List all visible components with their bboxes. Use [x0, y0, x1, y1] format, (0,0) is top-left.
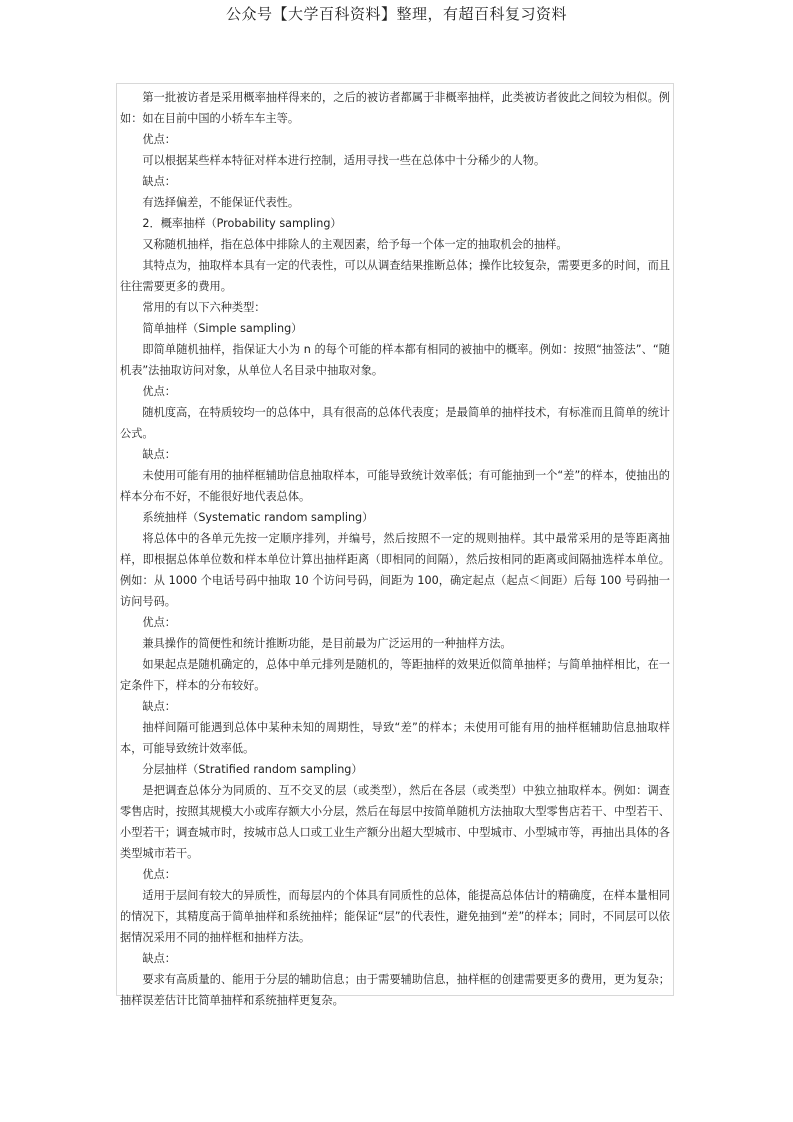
paragraph: 常用的有以下六种类型：	[142, 301, 266, 314]
paragraph: 可以根据某些样本特征对样本进行控制，适用寻找一些在总体中十分稀少的人物。	[142, 154, 546, 167]
section-heading: 简单抽样（Simple sampling）	[142, 322, 303, 335]
paragraph: 抽样间隔可能遇到总体中某种未知的周期性，导致“差”的样本；未使用可能有用的抽样框辅助信息抽取样本，可能导致统计效率低。	[120, 721, 670, 755]
paragraph: 有选择偏差，不能保证代表性。	[142, 196, 300, 209]
paragraph: 是把调查总体分为同质的、互不交叉的层（或类型），然后在各层（或类型）中独立抽取样本。例如：调查零售店时，按照其规模大小或库存额大小分层，然后在每层中按简单随机方法抽取大型零售店若干、中型若干、小型若干；调查城市时，按城市总人口或工业生产额分出超大型城市、中型城市、小型城市等，再抽出具体的各类型城市若干。	[120, 784, 670, 860]
paragraph: 如果起点是随机确定的，总体中单元排列是随机的，等距抽样的效果近似简单抽样；与简单抽样相比，在一定条件下，样本的分布较好。	[120, 658, 670, 692]
section-label-pros: 优点：	[142, 385, 176, 398]
paragraph: 其特点为，抽取样本具有一定的代表性，可以从调查结果推断总体；操作比较复杂，需要更多的时间，而且往往需要更多的费用。	[120, 259, 670, 293]
section-label-cons: 缺点：	[142, 952, 176, 965]
paragraph: 即简单随机抽样，指保证大小为 n 的每个可能的样本都有相同的被抽中的概率。例如：按照“抽签法”、“随机表”法抽取访问对象，从单位人名目录中抽取对象。	[120, 343, 670, 377]
page-header: 公众号【大学百科资料】整理，有超百科复习资料	[225, 5, 567, 23]
paragraph: 兼具操作的简便性和统计推断功能，是目前最为广泛运用的一种抽样方法。	[142, 637, 512, 650]
paragraph: 又称随机抽样，指在总体中排除人的主观因素，给予每一个体一定的抽取机会的抽样。	[142, 238, 568, 251]
section-label-pros: 优点：	[142, 133, 176, 146]
paragraph: 未使用可能有用的抽样框辅助信息抽取样本，可能导致统计效率低；有可能抽到一个“差”的样本，使抽出的样本分布不好，不能很好地代表总体。	[120, 469, 670, 503]
document-body	[116, 83, 674, 1007]
section-heading: 2．概率抽样（Probability sampling）	[142, 217, 342, 230]
section-heading: 系统抽样（Systematic random sampling）	[142, 511, 374, 524]
paragraph: 随机度高，在特质较均一的总体中，具有很高的总体代表度；是最简单的抽样技术，有标准而且简单的统计公式。	[120, 406, 670, 440]
section-label-pros: 优点：	[142, 616, 176, 629]
section-heading: 分层抽样（Stratified random sampling）	[142, 763, 363, 776]
section-label-pros: 优点：	[142, 868, 176, 881]
paragraph: 将总体中的各单元先按一定顺序排列，并编号，然后按照不一定的规则抽样。其中最常采用的是等距离抽样，即根据总体单位数和样本单位计算出抽样距离（即相同的间隔），然后按相同的距离或间隔抽选样本单位。例如：从 1000 个电话号码中抽取 10 个访问号码，间距为 100，确定起点（起点＜间距）后每 100 号码抽一访问号码。	[120, 532, 670, 608]
section-label-cons: 缺点：	[142, 700, 176, 713]
paragraph: 要求有高质量的、能用于分层的辅助信息；由于需要辅助信息，抽样框的创建需要更多的费用，更为复杂；抽样误差估计比简单抽样和系统抽样更复杂。	[120, 973, 670, 1007]
paragraph: 适用于层间有较大的异质性，而每层内的个体具有同质性的总体，能提高总体估计的精确度，在样本量相同的情况下，其精度高于简单抽样和系统抽样；能保证“层”的代表性，避免抽到“差”的样本；同时，不同层可以依据情况采用不同的抽样框和抽样方法。	[120, 889, 670, 944]
section-label-cons: 缺点：	[142, 175, 176, 188]
section-label-cons: 缺点：	[142, 448, 176, 461]
paragraph: 第一批被访者是采用概率抽样得来的，之后的被访者都属于非概率抽样，此类被访者彼此之间较为相似。例如：如在目前中国的小轿车车主等。	[120, 91, 670, 125]
